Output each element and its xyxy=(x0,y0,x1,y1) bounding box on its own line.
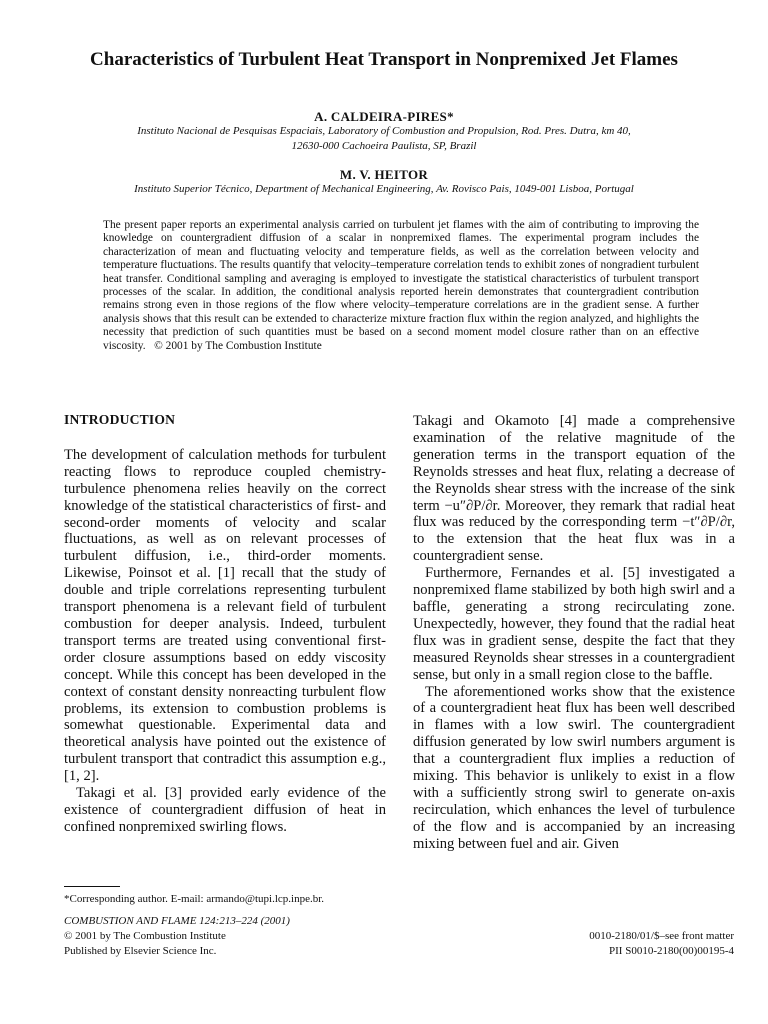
right-column xyxy=(413,413,735,853)
journal-citation: 124:213–224 (2001) xyxy=(199,915,290,927)
journal-copyright: © 2001 by The Combustion Institute xyxy=(64,930,226,942)
abstract-copyright: © 2001 by The Combustion Institute xyxy=(154,339,322,352)
footnote: *Corresponding author. E-mail: armando@tupi.lcp.inpe.br. xyxy=(64,893,325,905)
paper-title: Characteristics of Turbulent Heat Transport in Nonpremixed Jet Flames xyxy=(90,49,678,70)
paragraph: Furthermore, Fernandes et al. [5] investigated a nonpremixed flame stabilized by both high swirl and a baffle, generating a strong recirculating zone. Unexpectedly, however, they found that the radial heat flux was in gradient sense, despite the fact that they measured Reynolds shear stresses in a countergradient sense, but only in a small region close to the baffle. xyxy=(413,565,735,683)
issn-line: 0010-2180/01/$–see front matter xyxy=(589,930,734,942)
section-heading: INTRODUCTION xyxy=(64,412,176,427)
affiliation-line: Instituto Nacional de Pesquisas Espaciais, Laboratory of Combustion and Propulsion, Rod. Pres. Dutra, km 40, xyxy=(137,125,631,137)
paragraph: The aforementioned works show that the existence of a countergradient heat flux has been well described in flames with a low swirl. The countergradient diffusion generated by low swirl numbers argument is that a countergradient flux implies a reduction of mixing. This behavior is unlikely to exist in a flow with a sufficiently strong swirl to generate on-axis recirculation, which enhances the level of turbulence of the flow and is accompanied by an increasing mixing between fuel and air. Given xyxy=(413,683,735,852)
paragraph: The development of calculation methods for turbulent reacting flows to reproduce coupled chemistry-turbulence phenomena relies heavily on the correct knowledge of the statistical characteristics of first- and second-order moments of velocity and scalar fluctuations, as well as on relevant processes of turbulent diffusion, i.e., third-order moments. Likewise, Poinsot et al. [1] recall that the study of double and triple correlations representing turbulent transport phenomena is a relevant field of turbulent combustion for deeper analysis. Indeed, turbulent transport terms are treated using conventional first-order closure assumptions based on eddy viscosity concept. While this concept has been developed in the context of constant density nonreacting turbulent flow problems, its extension to combustion problems is somewhat questionable. Experimental data and theoretical analysis have pointed out the existence of turbulent transport that contradict this assumption e.g., [1, 2]. xyxy=(64,446,386,785)
author-name-2: M. V. HEITOR xyxy=(339,167,429,182)
affiliation-line: Instituto Superior Técnico, Department of Mechanical Engineering, Av. Rovisco Pais, 1049-001 Lisboa, Portugal xyxy=(134,183,634,195)
journal-info xyxy=(64,914,290,959)
pii-line: PII S0010-2180(00)00195-4 xyxy=(609,945,734,957)
author-name-1: A. CALDEIRA-PIRES* xyxy=(314,109,454,124)
affiliation-line: 12630-000 Cachoeira Paulista, SP, Brazil xyxy=(291,140,477,152)
left-column xyxy=(64,410,386,836)
footnote-rule xyxy=(64,886,120,887)
article-identifiers xyxy=(589,929,734,959)
abstract-text: The present paper reports an experimental analysis carried on turbulent jet flames with the aim of contributing to improving the knowledge on countergradient diffusion of a scalar in nonpremixed flames. The experimental program includes the characterization of mean and fluctuating velocity and temperature fields, as well as the correlation between velocity and temperature fluctuations. The results quantify that velocity–temperature correlation tends to exhibit zones of nongradient turbulent heat transfer. Conditional sampling and averaging is employed to investigate the statistical characteristics of turbulent transport processes of the scalar. In addition, the conditional analysis reported herein demonstrates that countergradient contribution remains strong even in those regions of the flow where velocity–temperature correlations are in the gradient sense. A further analysis shows that this result can be extended to characterize mixture fraction flux within the region analyzed, and highlights the necessity that prediction of such quantities must be based on a second moment model closure rather than on an effective viscosity. xyxy=(103,219,699,352)
paragraph: Takagi et al. [3] provided early evidence of the existence of countergradient diffusion of heat in confined nonpremixed swirling flows. xyxy=(64,785,386,835)
abstract xyxy=(103,219,699,353)
journal-publisher: Published by Elsevier Science Inc. xyxy=(64,945,217,957)
author-affiliation-1 xyxy=(64,124,704,154)
paragraph: Takagi and Okamoto [4] made a comprehensive examination of the relative magnitude of the generation terms in the transport equation of the Reynolds stresses and heat flux, relating a decrease of the Reynolds shear stress with the increase of the sink term −u″∂P/∂r. Moreover, they remark that radial heat flux was reduced by the corresponding term −t″∂P/∂r, to the extension that the heat flux was in a countergradient sense. xyxy=(413,413,735,565)
journal-name: COMBUSTION AND FLAME xyxy=(64,915,197,927)
author-affiliation-2 xyxy=(64,182,704,197)
